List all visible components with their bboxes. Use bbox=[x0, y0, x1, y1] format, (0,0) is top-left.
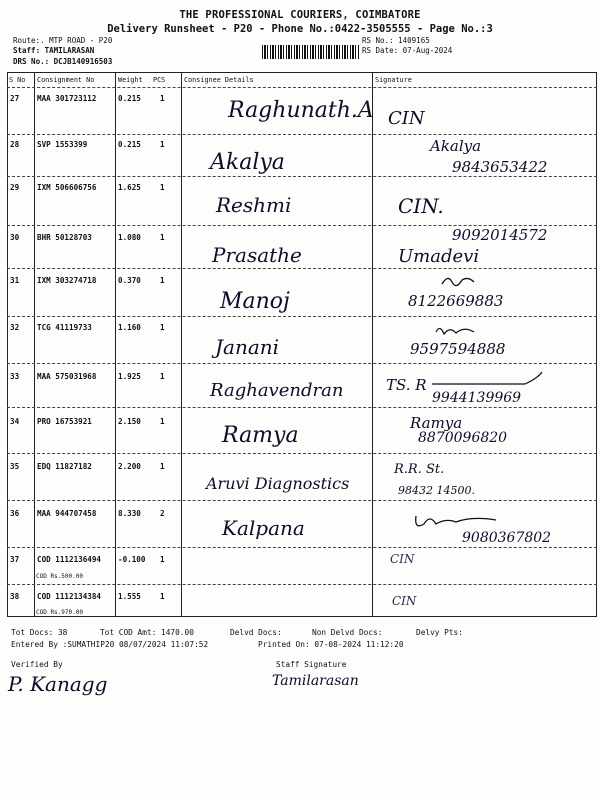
row-separator bbox=[7, 407, 597, 408]
row-consignment-no: PRO 16753921 bbox=[37, 417, 92, 426]
consignee-handwriting: Manoj bbox=[220, 289, 290, 314]
row-consignment-no: TCG 41119733 bbox=[37, 323, 92, 332]
delivery-points: Delvy Pts: bbox=[416, 628, 463, 637]
route-label: Route:. MTP ROAD - P20 bbox=[13, 36, 113, 45]
row-separator bbox=[7, 176, 597, 177]
document-title: THE PROFESSIONAL COURIERS, COIMBATORE bbox=[179, 9, 421, 21]
row-pcs: 1 bbox=[160, 323, 165, 332]
row-separator bbox=[7, 500, 597, 501]
row-consignment-no: COD 1112136494 bbox=[37, 555, 102, 564]
staff-signature-label: Staff Signature bbox=[276, 660, 347, 669]
row-pcs: 1 bbox=[160, 276, 165, 285]
signature-scribble-icon bbox=[440, 272, 480, 288]
row-consignment-no: EDQ 11827182 bbox=[37, 462, 92, 471]
consignee-handwriting: Aruvi Diagnostics bbox=[206, 474, 350, 493]
row-weight: 0.370 bbox=[118, 276, 141, 285]
phone-handwriting: 9092014572 bbox=[452, 226, 548, 244]
entered-by: Entered By :SUMATHIP20 08/07/2024 11:07:52 bbox=[11, 640, 209, 649]
row-pcs: 1 bbox=[160, 94, 165, 103]
row-consignment-no: BHR 50128703 bbox=[37, 233, 92, 242]
drs-number: DRS No.: DCJB140916503 bbox=[13, 57, 113, 66]
row-consignment-no: MAA 575031968 bbox=[37, 372, 97, 381]
row-weight: 8.330 bbox=[118, 509, 141, 518]
row-pcs: 2 bbox=[160, 509, 165, 518]
row-weight: 2.200 bbox=[118, 462, 141, 471]
column-divider bbox=[181, 72, 182, 617]
delivered-docs: Delvd Docs: bbox=[230, 628, 282, 637]
phone-handwriting: 98432 14500. bbox=[398, 484, 475, 497]
signature-scribble-icon bbox=[434, 322, 480, 338]
signature-handwriting: TS. R bbox=[386, 376, 427, 394]
row-separator bbox=[7, 584, 597, 585]
row-weight: 1.925 bbox=[118, 372, 141, 381]
phone-handwriting: 8870096820 bbox=[418, 430, 508, 446]
phone-handwriting: 9597594888 bbox=[410, 340, 506, 358]
signature-scribble-icon bbox=[430, 368, 550, 390]
row-separator bbox=[7, 547, 597, 548]
column-divider bbox=[372, 72, 373, 617]
signature-handwriting: Umadevi bbox=[398, 246, 480, 267]
row-weight: 1.160 bbox=[118, 323, 141, 332]
row-sno: 34 bbox=[10, 417, 20, 426]
barcode-icon bbox=[262, 45, 359, 59]
row-separator bbox=[7, 268, 597, 269]
row-pcs: 1 bbox=[160, 417, 165, 426]
document-subtitle: Delivery Runsheet - P20 - Phone No.:0422-3505555 - Page No.:3 bbox=[107, 23, 493, 35]
row-sno: 32 bbox=[10, 323, 20, 332]
consignee-handwriting: Janani bbox=[215, 335, 280, 359]
consignee-handwriting: Kalpana bbox=[222, 516, 305, 540]
column-divider bbox=[115, 72, 116, 617]
non-delivered-docs: Non Delvd Docs: bbox=[312, 628, 383, 637]
consignee-handwriting: Raghunath.A bbox=[228, 98, 374, 123]
row-pcs: 1 bbox=[160, 372, 165, 381]
row-consignment-no: MAA 301723112 bbox=[37, 94, 97, 103]
col-header-weight: Weight bbox=[118, 76, 143, 84]
col-header-consignee: Consignee Details bbox=[184, 76, 254, 84]
row-separator bbox=[7, 134, 597, 135]
row-weight: 1.625 bbox=[118, 183, 141, 192]
row-sno: 33 bbox=[10, 372, 20, 381]
row-sno: 30 bbox=[10, 233, 20, 242]
row-sno: 28 bbox=[10, 140, 20, 149]
printed-on: Printed On: 07-08-2024 11:12:20 bbox=[258, 640, 404, 649]
signature-handwriting: CIN bbox=[392, 594, 417, 608]
cod-amount: COD Rs.500.00 bbox=[36, 573, 83, 580]
row-pcs: 1 bbox=[160, 140, 165, 149]
row-weight: 2.150 bbox=[118, 417, 141, 426]
signature-scribble-icon bbox=[412, 510, 502, 532]
row-separator bbox=[7, 453, 597, 454]
phone-handwriting: 8122669883 bbox=[408, 292, 504, 310]
staff-label: Staff: TAMILARASAN bbox=[13, 46, 95, 55]
phone-handwriting: 9843653422 bbox=[452, 158, 548, 176]
total-cod-amount: Tot COD Amt: 1470.00 bbox=[100, 628, 194, 637]
row-consignment-no: COD 1112134384 bbox=[37, 592, 102, 601]
row-sno: 27 bbox=[10, 94, 20, 103]
row-sno: 38 bbox=[10, 592, 20, 601]
row-consignment-no: MAA 944707458 bbox=[37, 509, 97, 518]
row-weight: 0.215 bbox=[118, 94, 141, 103]
row-separator bbox=[7, 316, 597, 317]
verified-signature: P. Kanagg bbox=[8, 672, 108, 696]
phone-handwriting: 9944139969 bbox=[432, 390, 522, 406]
row-separator bbox=[7, 87, 597, 88]
row-weight: -0.100 bbox=[118, 555, 146, 564]
signature-handwriting: CIN bbox=[388, 108, 425, 129]
row-pcs: 1 bbox=[160, 592, 165, 601]
signature-handwriting: R.R. St. bbox=[394, 462, 445, 477]
row-sno: 37 bbox=[10, 555, 20, 564]
total-docs: Tot Docs: 38 bbox=[11, 628, 68, 637]
col-header-consignment: Consignment No bbox=[37, 76, 95, 84]
row-weight: 1.080 bbox=[118, 233, 141, 242]
row-sno: 36 bbox=[10, 509, 20, 518]
row-pcs: 1 bbox=[160, 555, 165, 564]
signature-handwriting: CIN. bbox=[398, 194, 444, 218]
row-pcs: 1 bbox=[160, 462, 165, 471]
row-weight: 1.555 bbox=[118, 592, 141, 601]
phone-handwriting: 9080367802 bbox=[462, 530, 552, 546]
rs-date: RS Date: 07-Aug-2024 bbox=[362, 46, 453, 55]
col-header-signature: Signature bbox=[375, 76, 412, 84]
row-pcs: 1 bbox=[160, 233, 165, 242]
row-sno: 29 bbox=[10, 183, 20, 192]
consignee-handwriting: Ramya bbox=[222, 423, 299, 448]
row-sno: 35 bbox=[10, 462, 20, 471]
row-weight: 0.215 bbox=[118, 140, 141, 149]
col-header-sno: S No bbox=[9, 76, 26, 84]
signature-handwriting: CIN bbox=[390, 552, 415, 566]
row-consignment-no: IXM 303274718 bbox=[37, 276, 97, 285]
row-pcs: 1 bbox=[160, 183, 165, 192]
row-consignment-no: SVP 1553399 bbox=[37, 140, 88, 149]
cod-amount: COD Rs.970.00 bbox=[36, 609, 83, 616]
col-header-pcs: PCS bbox=[153, 76, 166, 84]
consignee-handwriting: Akalya bbox=[210, 150, 285, 175]
column-divider bbox=[34, 72, 35, 617]
row-separator bbox=[7, 363, 597, 364]
verified-by-label: Verified By bbox=[11, 660, 63, 669]
rs-number: RS No.: 1409165 bbox=[362, 36, 430, 45]
signature-handwriting: Akalya bbox=[430, 137, 482, 155]
consignee-handwriting: Reshmi bbox=[216, 193, 292, 217]
consignee-handwriting: Prasathe bbox=[212, 243, 302, 267]
row-consignment-no: IXM 506606756 bbox=[37, 183, 97, 192]
signature-handwriting: Ramya bbox=[410, 414, 463, 432]
staff-signature: Tamilarasan bbox=[272, 673, 359, 689]
consignee-handwriting: Raghavendran bbox=[210, 380, 344, 401]
row-sno: 31 bbox=[10, 276, 20, 285]
